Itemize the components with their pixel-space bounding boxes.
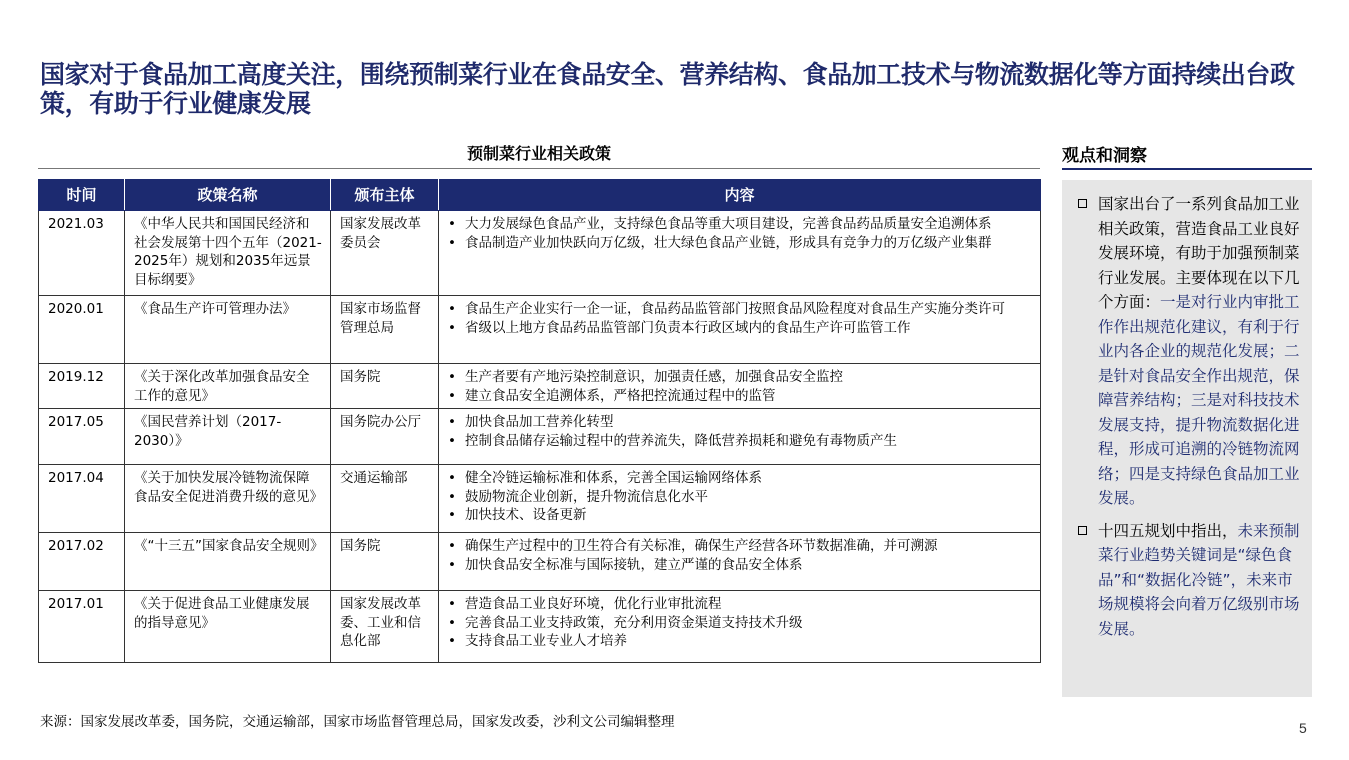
- table-row: [39, 364, 1041, 409]
- cell-content: [439, 533, 1041, 591]
- content-point: • 加快技术、设备更新: [448, 506, 1032, 525]
- insights-panel: [1062, 180, 1312, 697]
- cell-content: [439, 364, 1041, 409]
- cell-time: 2017.05: [39, 409, 125, 465]
- header-issuer: 颁布主体: [331, 180, 439, 211]
- cell-policy-name: 《“十三五”国家食品安全规则》: [125, 533, 331, 591]
- cell-time: 2017.02: [39, 533, 125, 591]
- content-point: • 省级以上地方食品药品监管部门负责本行政区域内的食品生产许可监管工作: [448, 319, 1032, 338]
- content-point: • 健全冷链运输标准和体系，完善全国运输网络体系: [448, 469, 1032, 488]
- cell-policy-name: 《关于促进食品工业健康发展的指导意见》: [125, 591, 331, 663]
- cell-time: 2019.12: [39, 364, 125, 409]
- cell-time: 2021.03: [39, 211, 125, 296]
- content-point: • 加快食品安全标准与国际接轨，建立严谨的食品安全体系: [448, 556, 1032, 575]
- cell-issuer: 国务院办公厅: [331, 409, 439, 465]
- cell-time: 2020.01: [39, 296, 125, 364]
- insight-text: 国家出台了一系列食品加工业相关政策，营造食品工业良好发展环境，有助于加强预制菜行业发展。主要体现在以下几个方面：: [1098, 195, 1300, 311]
- content-point: • 确保生产过程中的卫生符合有关标准，确保生产经营各环节数据准确，并可溯源: [448, 537, 1032, 556]
- table-row: [39, 211, 1041, 296]
- cell-issuer: 交通运输部: [331, 465, 439, 533]
- content-point: • 营造食品工业良好环境，优化行业审批流程: [448, 595, 1032, 614]
- insight-item: [1078, 192, 1302, 511]
- content-point: • 大力发展绿色食品产业，支持绿色食品等重大项目建设，完善食品药品质量安全追溯体系: [448, 215, 1032, 234]
- table-title-divider: [38, 168, 1040, 169]
- cell-issuer: 国家发展改革委、工业和信息化部: [331, 591, 439, 663]
- table-header-row: [39, 180, 1041, 211]
- cell-content: [439, 211, 1041, 296]
- insights-header-divider: [1062, 168, 1312, 170]
- cell-policy-name: 《国民营养计划（2017-2030）》: [125, 409, 331, 465]
- content-point: • 食品生产企业实行一企一证，食品药品监管部门按照食品风险程度对食品生产实施分类许可: [448, 300, 1032, 319]
- content-point: • 建立食品安全追溯体系，严格把控流通过程中的监管: [448, 387, 1032, 406]
- cell-policy-name: 《关于加快发展冷链物流保障食品安全促进消费升级的意见》: [125, 465, 331, 533]
- cell-policy-name: 《中华人民共和国国民经济和社会发展第十四个五年（2021-2025年）规划和2035年远景目标纲要》: [125, 211, 331, 296]
- cell-content: [439, 591, 1041, 663]
- content-point: • 支持食品工业专业人才培养: [448, 632, 1032, 651]
- page-number: 5: [1299, 720, 1307, 736]
- cell-time: 2017.01: [39, 591, 125, 663]
- insights-header: 观点和洞察: [1062, 146, 1147, 166]
- header-policy-name: 政策名称: [125, 180, 331, 211]
- checkbox-bullet-icon: [1078, 526, 1087, 535]
- insight-text: 十四五规划中指出，: [1098, 521, 1238, 540]
- header-content: 内容: [439, 180, 1041, 211]
- cell-issuer: 国务院: [331, 533, 439, 591]
- table-row: [39, 465, 1041, 533]
- table-row: [39, 409, 1041, 465]
- cell-issuer: 国务院: [331, 364, 439, 409]
- content-point: • 控制食品储存运输过程中的营养流失，降低营养损耗和避免有毒物质产生: [448, 432, 1032, 451]
- content-point: • 食品制造产业加快跃向万亿级，壮大绿色食品产业链，形成具有竞争力的万亿级产业集群: [448, 234, 1032, 253]
- cell-issuer: 国家发展改革委员会: [331, 211, 439, 296]
- insight-highlight: 未来预制菜行业趋势关键词是“绿色食品”和“数据化冷链”，未来市场规模将会向着万亿级别市场发展。: [1098, 521, 1300, 638]
- table-row: [39, 591, 1041, 663]
- table-title: 预制菜行业相关政策: [466, 144, 611, 163]
- checkbox-bullet-icon: [1078, 199, 1087, 208]
- policy-table: [38, 179, 1041, 663]
- cell-content: [439, 409, 1041, 465]
- header-time: 时间: [39, 180, 125, 211]
- cell-issuer: 国家市场监督管理总局: [331, 296, 439, 364]
- cell-content: [439, 465, 1041, 533]
- cell-content: [439, 296, 1041, 364]
- table-row: [39, 533, 1041, 591]
- content-point: • 加快食品加工营养化转型: [448, 413, 1032, 432]
- source-note: 来源：国家发展改革委，国务院，交通运输部，国家市场监督管理总局，国家发改委，沙利文公司编辑整理: [40, 714, 675, 730]
- insight-item: [1078, 519, 1302, 642]
- page-title: 国家对于食品加工高度关注，围绕预制菜行业在食品安全、营养结构、食品加工技术与物流数据化等方面持续出台政策，有助于行业健康发展: [40, 60, 1295, 118]
- table-row: [39, 296, 1041, 364]
- cell-policy-name: 《食品生产许可管理办法》: [125, 296, 331, 364]
- cell-policy-name: 《关于深化改革加强食品安全工作的意见》: [125, 364, 331, 409]
- content-point: • 生产者要有产地污染控制意识，加强责任感，加强食品安全监控: [448, 368, 1032, 387]
- cell-time: 2017.04: [39, 465, 125, 533]
- content-point: • 鼓励物流企业创新，提升物流信息化水平: [448, 488, 1032, 507]
- content-point: • 完善食品工业支持政策，充分利用资金渠道支持技术升级: [448, 614, 1032, 633]
- insight-highlight: 一是对行业内审批工作作出规范化建议，有利于行业内各企业的规范化发展；二是针对食品安全作出规范，保障营养结构；三是对科技技术发展支持，提升物流数据化进程，形成可追溯的冷链物流网络；四是支持绿色食品加工业发展。: [1098, 293, 1300, 507]
